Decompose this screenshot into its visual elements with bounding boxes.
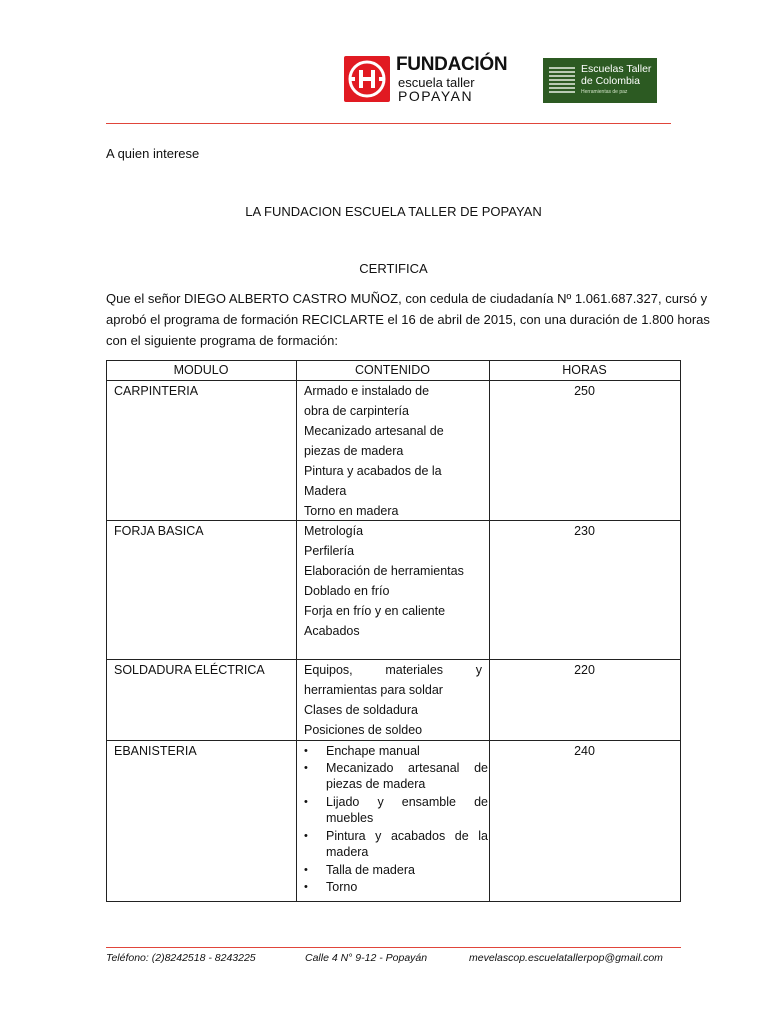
organization-title: LA FUNDACION ESCUELA TALLER DE POPAYAN bbox=[245, 204, 542, 219]
logo2-text-line1: Escuelas Taller bbox=[581, 63, 652, 75]
word: Mecanizado bbox=[326, 761, 394, 775]
word: artesanal bbox=[408, 761, 460, 775]
contenido-line: Clases de soldadura bbox=[304, 703, 418, 717]
body-line-1: Que el señor DIEGO ALBERTO CASTRO MUÑOZ, con cedula de ciudadanía Nº 1.061.687.327, cursó y bbox=[106, 291, 708, 306]
logo2-tagline: Herramientas de paz bbox=[581, 89, 628, 95]
bullet-text-cont: madera bbox=[326, 845, 369, 859]
contenido-line: Acabados bbox=[304, 624, 360, 638]
word: de bbox=[474, 761, 488, 775]
row-carpinteria-contenido bbox=[304, 381, 444, 521]
certifica-heading: CERTIFICA bbox=[359, 261, 428, 276]
row-forja-modulo: FORJA BASICA bbox=[114, 524, 204, 538]
contenido-line: Metrología bbox=[304, 524, 364, 538]
bullet-text bbox=[326, 794, 488, 811]
logo-text-fundacion: FUNDACIÓN bbox=[396, 54, 508, 75]
fundacion-emblem-icon bbox=[344, 56, 390, 102]
contenido-line: Madera bbox=[304, 484, 347, 498]
word: la bbox=[478, 829, 488, 843]
header-modulo: MODULO bbox=[173, 363, 229, 377]
header-horas: HORAS bbox=[562, 363, 607, 377]
contenido-line: Torno en madera bbox=[304, 504, 399, 518]
footer-divider bbox=[106, 947, 681, 948]
contenido-line: Doblado en frío bbox=[304, 584, 390, 598]
word: ensamble bbox=[401, 795, 456, 809]
contenido-justified-line bbox=[304, 660, 482, 680]
contenido-line: Armado e instalado de bbox=[304, 384, 430, 398]
row-soldadura-modulo: SOLDADURA ELÉCTRICA bbox=[114, 663, 265, 677]
bullet-icon: • bbox=[304, 881, 308, 893]
row-forja-contenido bbox=[304, 521, 464, 641]
word: materiales bbox=[385, 663, 444, 677]
logo2-text-line2: de Colombia bbox=[581, 75, 640, 87]
contenido-line: piezas de madera bbox=[304, 444, 404, 458]
bullet-icon: • bbox=[304, 745, 308, 757]
bullet-text: Enchape manual bbox=[326, 744, 420, 758]
bullet-text bbox=[326, 760, 488, 777]
bullet-text: Talla de madera bbox=[326, 863, 415, 877]
row-forja-horas: 230 bbox=[574, 524, 595, 538]
bullet-icon: • bbox=[304, 864, 308, 876]
word: de bbox=[454, 829, 469, 843]
bullet-text-cont: muebles bbox=[326, 811, 374, 825]
row-ebanisteria-horas: 240 bbox=[574, 744, 595, 758]
header-contenido: CONTENIDO bbox=[355, 363, 430, 377]
row-ebanisteria-modulo: EBANISTERIA bbox=[114, 744, 197, 758]
footer-telefono: Teléfono: (2)8242518 - 8243225 bbox=[106, 952, 256, 964]
word: Pintura bbox=[326, 829, 366, 843]
row-soldadura-horas: 220 bbox=[574, 663, 595, 677]
contenido-line: Perfilería bbox=[304, 544, 355, 558]
word: y bbox=[377, 795, 384, 809]
contenido-line: Elaboración de herramientas bbox=[304, 564, 464, 578]
footer-email[interactable]: mevelascop.escuelatallerpop@gmail.com bbox=[469, 952, 663, 964]
contenido-line: Forja en frío y en caliente bbox=[304, 604, 446, 618]
word: y bbox=[375, 829, 382, 843]
word: acabados bbox=[390, 829, 446, 843]
body-line-2: aprobó el programa de formación RECICLARTE el 16 de abril de 2015, con una duración de 1.800 horas bbox=[106, 312, 710, 327]
row-carpinteria-horas: 250 bbox=[574, 384, 595, 398]
row-soldadura-contenido bbox=[304, 660, 482, 740]
greeting: A quien interese bbox=[106, 146, 200, 161]
bullet-icon: • bbox=[304, 762, 308, 774]
logo-text-escuela: escuela taller bbox=[398, 75, 475, 90]
contenido-line: Posiciones de soldeo bbox=[304, 723, 423, 737]
escuelas-taller-colombia-logo bbox=[543, 58, 657, 103]
fundacion-logo bbox=[344, 54, 508, 104]
striped-emblem-icon bbox=[547, 64, 577, 96]
bullet-text bbox=[326, 828, 488, 845]
row-carpinteria-modulo: CARPINTERIA bbox=[114, 384, 199, 398]
row-ebanisteria-contenido bbox=[304, 743, 490, 899]
bullet-icon: • bbox=[304, 830, 308, 842]
bullet-text: Torno bbox=[326, 880, 358, 894]
contenido-line: obra de carpintería bbox=[304, 404, 409, 418]
body-line-3: con el siguiente programa de formación: bbox=[106, 333, 338, 348]
header-divider bbox=[106, 123, 671, 124]
word: Equipos, bbox=[304, 663, 353, 677]
footer-direccion: Calle 4 N° 9-12 - Popayán bbox=[305, 952, 428, 964]
contenido-line: Pintura y acabados de la bbox=[304, 464, 442, 478]
contenido-line: herramientas para soldar bbox=[304, 683, 443, 697]
logo-text-popayan: POPAYAN bbox=[398, 88, 474, 104]
bullet-text-cont: piezas de madera bbox=[326, 777, 426, 791]
word: Lijado bbox=[326, 795, 360, 809]
bullet-icon: • bbox=[304, 796, 308, 808]
contenido-line: Mecanizado artesanal de bbox=[304, 424, 444, 438]
word: de bbox=[474, 795, 488, 809]
word: y bbox=[475, 663, 482, 677]
modules-table bbox=[106, 360, 681, 902]
